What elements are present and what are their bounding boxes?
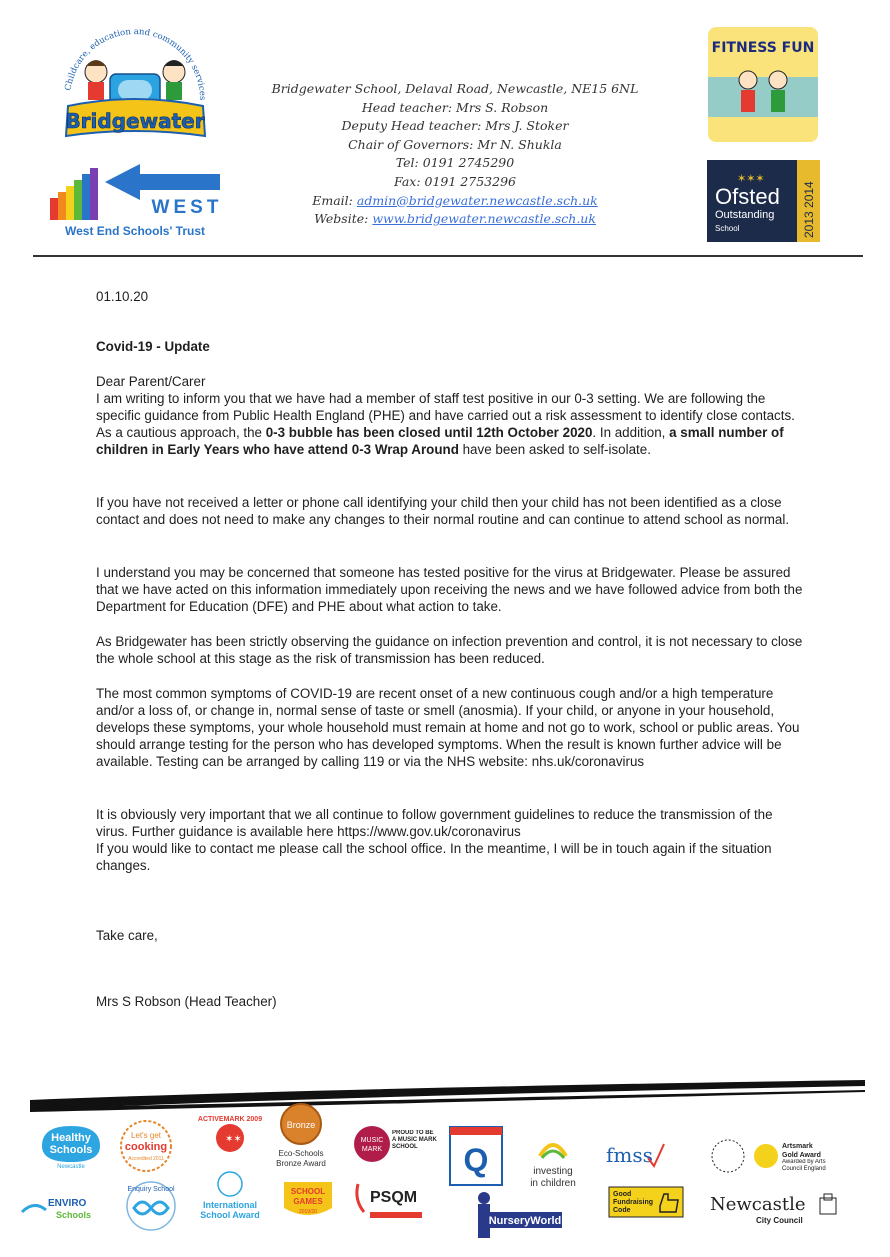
chair-of-governors-line: Chair of Governors: Mr N. Shukla: [348, 136, 562, 152]
psqm-badge: [352, 1178, 438, 1224]
newcastle-city-council-badge: [708, 1192, 848, 1226]
svg-text:GAMES: GAMES: [293, 1197, 323, 1206]
investing-in-children-badge: [520, 1128, 586, 1190]
svg-text:✶✶✶: ✶✶✶: [737, 173, 765, 185]
fitness-logo-text: FITNESS FUN: [711, 40, 815, 56]
svg-text:Bronze: Bronze: [286, 1120, 316, 1130]
deputy-head-line: Deputy Head teacher: Mrs J. Stoker: [341, 118, 569, 134]
svg-text:International: International: [202, 1200, 258, 1210]
svg-text:investing: investing: [533, 1166, 573, 1177]
svg-text:Newcastle: Newcastle: [710, 1194, 806, 1215]
footer-swoosh: [30, 1078, 865, 1118]
activemark-badge: [195, 1112, 265, 1162]
address-line: Bridgewater School, Delaval Road, Newcastle, NE15 6NL: [271, 81, 639, 96]
enviro-schools-badge: [20, 1192, 96, 1226]
svg-text:Q: Q: [463, 1142, 489, 1178]
svg-text:Artsmark: Artsmark: [782, 1143, 813, 1150]
email-label: Email:: [312, 192, 357, 208]
bridgewater-logo: [48, 14, 223, 149]
svg-text:Eco-Schools: Eco-Schools: [278, 1149, 324, 1158]
bubble-closed-notice: 0-3 bubble has been closed until 12th October 2020: [265, 425, 593, 440]
music-mark-badge: MUSIC MARK PROUD TO BE A MUSIC MARK SCHOOL: [352, 1124, 438, 1164]
enquiry-school-badge: [116, 1178, 186, 1234]
telephone-line: Tel: 0191 2745290: [395, 155, 515, 171]
ofsted-outstanding-badge: [707, 160, 820, 242]
bridgewater-wordmark: Bridgewater: [65, 109, 205, 133]
svg-text:School Award: School Award: [200, 1210, 260, 1220]
head-teacher-line: Head teacher: Mrs S. Robson: [361, 99, 549, 115]
svg-text:ENVIRO: ENVIRO: [48, 1198, 87, 1209]
svg-text:Fundraising: Fundraising: [613, 1199, 654, 1206]
email-line: [230, 192, 680, 211]
lets-get-cooking-badge: [118, 1118, 174, 1174]
ofsted-name: Ofsted: [715, 184, 780, 209]
svg-text:Schools: Schools: [49, 1144, 93, 1156]
ofsted-grade: Outstanding: [715, 209, 775, 221]
svg-text:Gold Award: Gold Award: [782, 1152, 821, 1159]
svg-text:Healthy: Healthy: [51, 1132, 91, 1144]
svg-text:Code: Code: [613, 1207, 631, 1214]
svg-text:MARK: MARK: [361, 1146, 383, 1153]
salutation: Dear Parent/Carer: [96, 374, 206, 389]
ofsted-sub: School: [715, 224, 740, 233]
svg-text:Schools: Schools: [56, 1210, 92, 1220]
artsmark-gold-badge: Artsmark Gold Award Awarded by Arts Council England: [708, 1138, 838, 1178]
paragraph-guidelines: [96, 806, 808, 874]
header-divider: [33, 255, 863, 257]
email-link[interactable]: admin@bridgewater.newcastle.sch.uk: [356, 192, 598, 208]
website-line: [230, 210, 680, 229]
svg-text:MUSIC: MUSIC: [360, 1137, 384, 1144]
svg-text:✶✶: ✶✶: [225, 1134, 242, 1145]
ofsted-years: 2013 2014: [802, 181, 816, 238]
letter-paragraph-intro: [96, 373, 808, 458]
west-logo-caption: West End Schools' Trust: [65, 224, 205, 238]
international-school-award-badge: [190, 1170, 270, 1220]
svg-text:PSQM: PSQM: [370, 1189, 418, 1206]
svg-text:Accredited 2011: Accredited 2011: [128, 1156, 164, 1162]
nursery-world-badge: [470, 1188, 566, 1240]
school-address-block: [230, 80, 680, 229]
healthy-schools-badge: [38, 1122, 104, 1170]
website-link[interactable]: www.bridgewater.newcastle.sch.uk: [372, 211, 596, 227]
west-end-schools-trust-logo: [45, 160, 225, 240]
svg-text:ACTIVEMARK 2009: ACTIVEMARK 2009: [197, 1116, 263, 1123]
svg-text:City Council: City Council: [756, 1216, 803, 1225]
eco-schools-bronze-badge: [268, 1100, 334, 1172]
svg-text:Bronze Award: Bronze Award: [276, 1159, 326, 1168]
letter-subject: Covid-19 - Update: [96, 339, 210, 354]
paragraph-not-identified: If you have not received a letter or phone call identifying your child then your child has not been identified as a close contact and does not need to make any changes to their normal routine and can continue to attend school as normal.: [96, 495, 790, 527]
svg-text:Enquiry School: Enquiry School: [127, 1186, 175, 1193]
fmss-badge: [602, 1138, 666, 1172]
paragraph-symptoms: The most common symptoms of COVID-19 are recent onset of a new continuous cough and/or a high temperature and/or a loss of, or change in, normal sense of taste or smell (anosmia). If your child, or anyone in your household, develops these symptoms, your whole household must remain at home and not go to work, school or public areas. You should arrange testing for the person who has developed symptoms. When the result is known further advice will be available. Testing can be arranged by calling 119 or via the NHS website: nhs.uk/coronavirus: [96, 686, 800, 769]
svg-text:Newcastle: Newcastle: [57, 1164, 85, 1170]
paragraph-school-open: As Bridgewater has been strictly observing the guidance on infection prevention and control, it is not necessary to close the whole school at this stage as the risk of transmission has been reduced.: [96, 634, 803, 666]
guidelines-text: It is obviously very important that we all continue to follow government guidelines to reduce the transmission of the virus. Further guidance is available here https://www.gov.uk/coronavirus: [96, 807, 773, 839]
svg-text:cooking: cooking: [124, 1141, 168, 1153]
good-fundraising-code-badge: [608, 1186, 684, 1218]
west-wordmark: WEST: [151, 197, 223, 218]
closing: Take care,: [96, 928, 158, 943]
svg-text:Let's get: Let's get: [131, 1131, 161, 1140]
self-isolate-group: a small number of children in Early Years who have attend 0-3 Wrap Around: [96, 425, 784, 457]
svg-text:2019/20: 2019/20: [298, 1209, 318, 1215]
contact-text: If you would like to contact me please call the school office. In the meantime, I will be in touch again if the situation changes.: [96, 841, 772, 873]
svg-text:NurseryWorld: NurseryWorld: [488, 1215, 562, 1227]
svg-text:in children: in children: [530, 1178, 576, 1189]
svg-text:Good: Good: [613, 1191, 632, 1198]
paragraph-staff-positive: I am writing to inform you that we have had a member of staff test positive in our 0-3 setting. We are following the specific guidance from Public Health England (PHE) and have carried out a risk assessment to identify close contacts. As a cautious approach, the 0-3 bubble has been closed until 12th October 2020. In addition, a small number of children in Early Years who have attend 0-3 Wrap Around have been asked to self-isolate.: [96, 391, 795, 457]
signature: Mrs S Robson (Head Teacher): [96, 994, 277, 1009]
letter-date: 01.10.20: [96, 289, 149, 304]
bridgewater-arc-text: Childcare, education and community services: [63, 26, 208, 101]
quality-mark-badge: [448, 1125, 504, 1187]
fitness-fun-logo: [703, 22, 823, 147]
svg-text:fmss: fmss: [606, 1143, 653, 1167]
paragraph-reassurance: I understand you may be concerned that someone has tested positive for the virus at Bridgewater. Please be assured that we have acted on this information immediately upon receiving the news and we have followed advice from both the Department for Education (DFE) and PHE about what action to take.: [96, 565, 803, 614]
fax-line: Fax: 0191 2753296: [394, 173, 516, 189]
website-label: Website:: [314, 211, 373, 227]
svg-text:SCHOOL: SCHOOL: [290, 1187, 326, 1196]
school-games-badge: [280, 1178, 336, 1222]
